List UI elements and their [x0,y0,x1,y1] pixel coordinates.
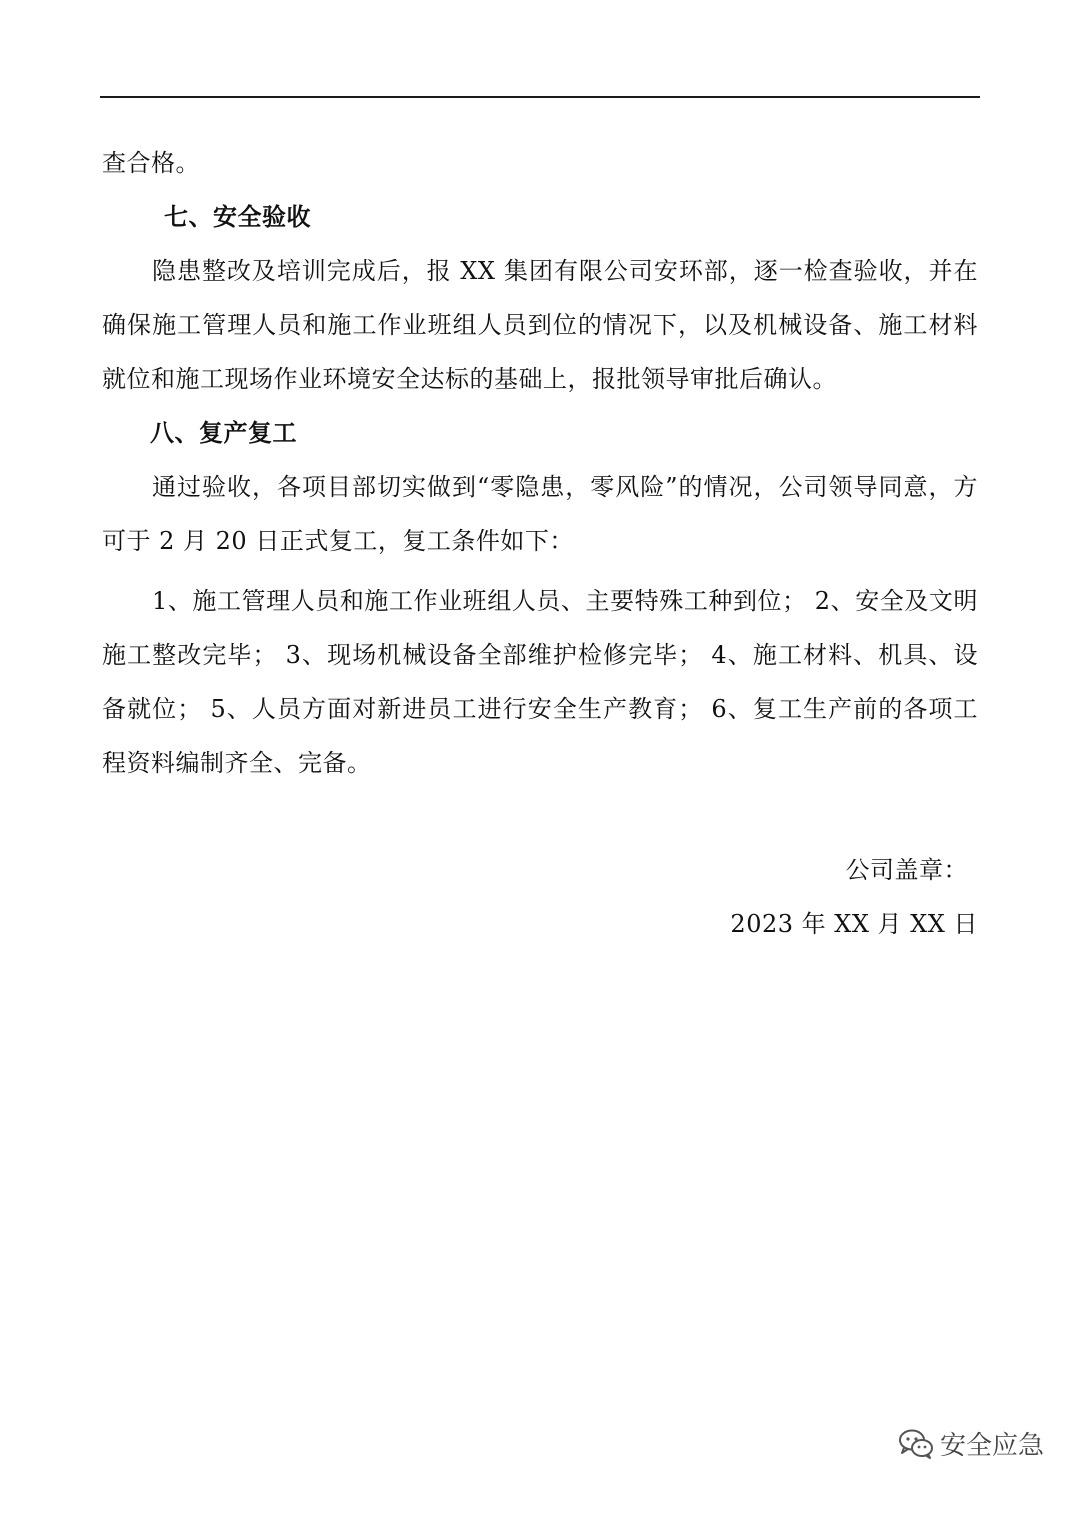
section-8-heading: 八、复产复工 [150,418,297,447]
header-divider [100,96,980,98]
wechat-watermark [898,1425,1044,1462]
signature-date: 2023 年 XX 月 XX 日 [730,910,978,938]
section-7-body: 隐患整改及培训完成后，报 XX 集团有限公司安环部，逐一检查验收，并在确保施工管理人员和施工作业班组人员到位的情况下，以及机械设备、施工材料就位和施工现场作业环境安全达标的基础上，报批领导审批后确认。 [102,257,978,393]
section-8-body: 通过验收，各项目部切实做到“零隐患，零风险”的情况，公司领导同意，方可于 2 月 20 日正式复工，复工条件如下： [102,473,978,555]
company-seal-label: 公司盖章： [845,856,968,884]
section-8-conditions: 1、施工管理人员和施工作业班组人员、主要特殊工种到位； 2、安全及文明施工整改完毕； 3、现场机械设备全部维护检修完毕； 4、施工材料、机具、设备就位； 5、人员方面对新进员工进行安全生产教育； 6、复工生产前的各项工程资料编制齐全、完备。 [102,587,978,777]
section-7-heading: 七、安全验收 [164,202,311,231]
watermark-text: 安全应急 [940,1431,1045,1461]
wechat-icon [898,1428,934,1460]
continuation-text: 查合格。 [102,149,200,177]
